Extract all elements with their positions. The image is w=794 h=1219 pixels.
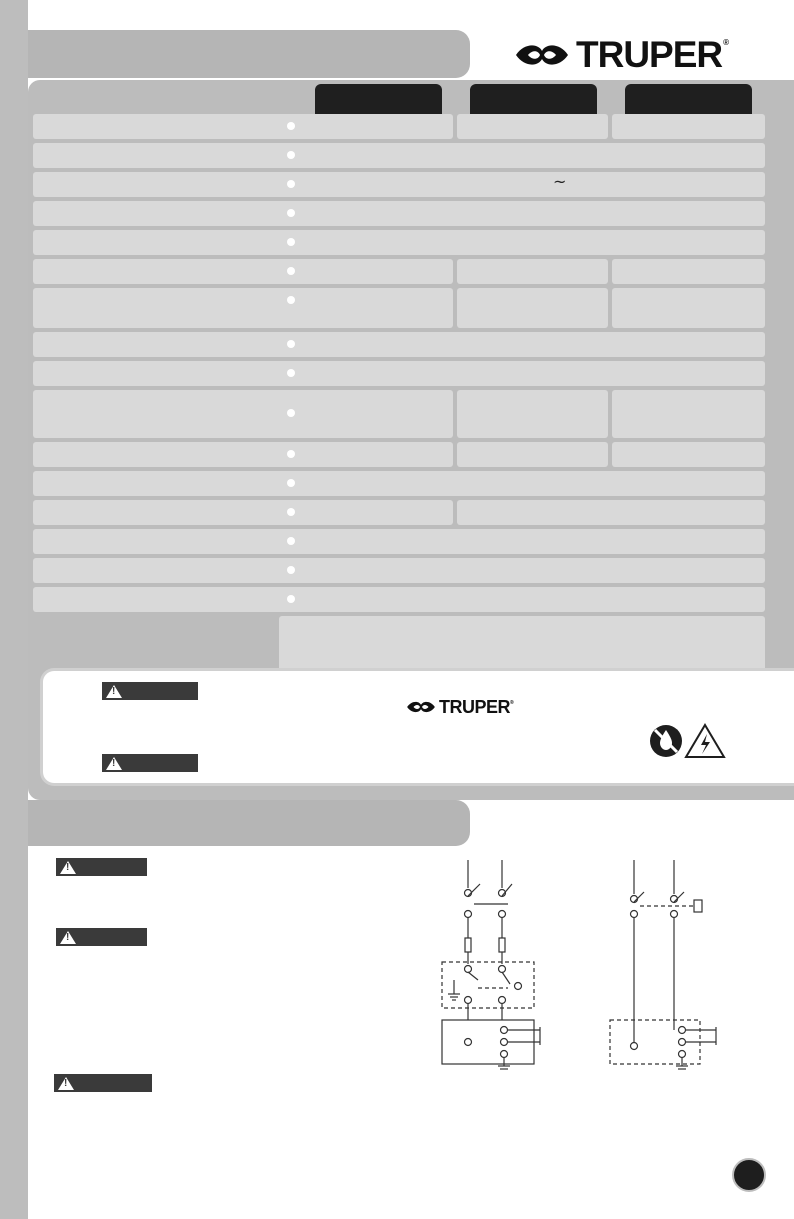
brand-logo-small-registered: ® bbox=[510, 700, 514, 706]
spec-row-cell bbox=[33, 558, 765, 583]
warning-triangle-icon bbox=[60, 861, 76, 874]
warning-triangle-icon bbox=[106, 685, 122, 698]
spec-value-cell bbox=[457, 259, 608, 284]
no-water-icon bbox=[650, 725, 682, 757]
spec-label-cell bbox=[33, 288, 453, 328]
spec-value-cell bbox=[612, 288, 765, 328]
spec-value-cell bbox=[612, 442, 765, 467]
spec-value-cell bbox=[457, 390, 608, 438]
section-header-band-specs bbox=[28, 30, 470, 78]
bullet-dot bbox=[287, 369, 295, 377]
bullet-dot bbox=[287, 450, 295, 458]
model-column-header-3 bbox=[625, 84, 752, 114]
model-column-header-2 bbox=[470, 84, 597, 114]
spec-row-cell bbox=[33, 471, 765, 496]
model-column-header-1 bbox=[315, 84, 442, 114]
bullet-dot bbox=[287, 566, 295, 574]
spec-notes-cell bbox=[279, 616, 765, 672]
warning-badge bbox=[56, 928, 147, 946]
safety-symbols bbox=[649, 722, 727, 760]
spec-value-cell bbox=[612, 114, 765, 139]
brand-logo-icon bbox=[514, 40, 570, 70]
warning-badge bbox=[102, 754, 198, 772]
brand-logo bbox=[514, 34, 730, 75]
bullet-dot bbox=[287, 508, 295, 516]
warning-badge bbox=[102, 682, 198, 700]
spec-row-cell bbox=[33, 361, 765, 386]
brand-logo-small bbox=[406, 698, 514, 716]
alternating-current-symbol: ~ bbox=[553, 172, 567, 191]
warning-triangle-icon bbox=[58, 1077, 74, 1090]
spec-value-cell bbox=[457, 114, 608, 139]
bullet-dot bbox=[287, 537, 295, 545]
spec-row-cell bbox=[33, 230, 765, 255]
bullet-dot bbox=[287, 122, 295, 130]
wiring-diagram-2 bbox=[604, 860, 724, 1075]
bullet-dot bbox=[287, 479, 295, 487]
left-margin-strip bbox=[0, 0, 28, 1219]
bullet-dot bbox=[287, 340, 295, 348]
brand-registered-mark: ® bbox=[723, 38, 730, 47]
spec-label-cell bbox=[33, 259, 453, 284]
spec-row-cell bbox=[33, 587, 765, 612]
bullet-dot bbox=[287, 180, 295, 188]
spec-label-cell bbox=[33, 442, 453, 467]
wiring-diagram-1 bbox=[438, 860, 548, 1075]
spec-value-cell bbox=[457, 500, 765, 525]
bullet-dot bbox=[287, 296, 295, 304]
spec-row-cell bbox=[33, 143, 765, 168]
spec-row-cell bbox=[33, 201, 765, 226]
warning-triangle-icon bbox=[106, 757, 122, 770]
warning-badge bbox=[54, 1074, 152, 1092]
spec-label-cell bbox=[33, 114, 453, 139]
electric-hazard-icon bbox=[686, 725, 724, 757]
spec-row-cell bbox=[33, 529, 765, 554]
bullet-dot bbox=[287, 595, 295, 603]
bullet-dot bbox=[287, 238, 295, 246]
spec-value-cell bbox=[612, 390, 765, 438]
bullet-dot bbox=[287, 209, 295, 217]
spec-row-cell bbox=[33, 172, 765, 197]
brand-logo-small-icon bbox=[406, 699, 436, 715]
warning-triangle-icon bbox=[60, 931, 76, 944]
spec-value-cell bbox=[457, 288, 608, 328]
brand-logo-text: TRUPER bbox=[576, 34, 723, 75]
section-header-band-installation bbox=[28, 800, 470, 846]
warning-badge bbox=[56, 858, 147, 876]
spec-label-cell bbox=[33, 500, 453, 525]
page-number-circle bbox=[732, 1158, 766, 1192]
spec-row-cell bbox=[33, 332, 765, 357]
bullet-dot bbox=[287, 151, 295, 159]
spec-value-cell bbox=[612, 259, 765, 284]
bullet-dot bbox=[287, 409, 295, 417]
brand-logo-small-text: TRUPER bbox=[439, 696, 511, 717]
bullet-dot bbox=[287, 267, 295, 275]
spec-value-cell bbox=[457, 442, 608, 467]
spec-label-cell bbox=[33, 390, 453, 438]
